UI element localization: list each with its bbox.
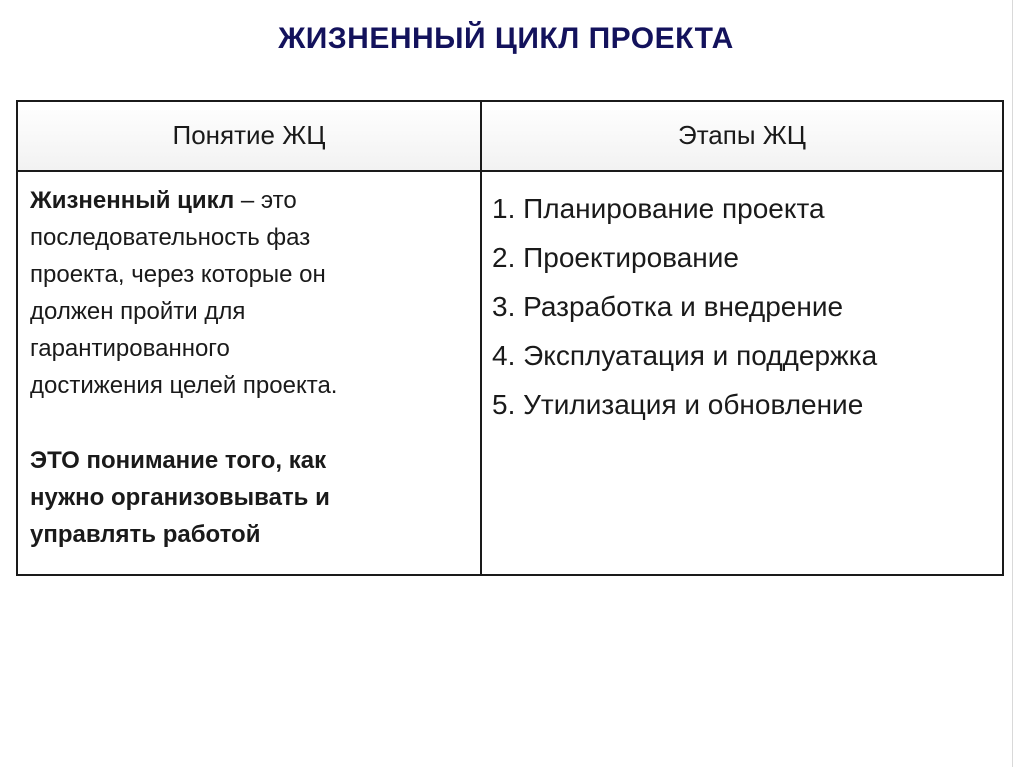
definition-cell xyxy=(17,171,481,575)
stage-item: 5. Утилизация и обновление xyxy=(492,389,864,420)
definition-note-line: нужно организовывать и xyxy=(30,484,330,511)
header-stages: Этапы ЖЦ xyxy=(481,101,1003,171)
stage-item: 2. Проектирование xyxy=(492,242,739,273)
stage-item: 4. Эксплуатация и поддержка xyxy=(492,340,878,371)
definition-line: последовательность фаз xyxy=(30,224,311,251)
stage-item: 1. Планирование проекта xyxy=(492,193,825,224)
slide-edge xyxy=(1012,0,1013,767)
definition-term: Жизненный цикл xyxy=(30,187,235,214)
stages-cell xyxy=(481,171,1003,575)
table-body-row xyxy=(17,171,1003,575)
table-header-row xyxy=(17,101,1003,171)
definition-note xyxy=(30,442,472,553)
header-concept: Понятие ЖЦ xyxy=(17,101,481,171)
definition-line xyxy=(30,182,472,219)
lifecycle-table xyxy=(16,100,1004,576)
definition-text: – это xyxy=(234,187,297,214)
slide-title: ЖИЗНЕННЫЙ ЦИКЛ ПРОЕКТА xyxy=(278,22,734,55)
stage-item: 3. Разработка и внедрение xyxy=(492,291,844,322)
definition-line: достижения целей проекта. xyxy=(30,372,338,399)
definition-note-line: управлять работой xyxy=(30,521,261,548)
definition-line: проекта, через которые он xyxy=(30,261,326,288)
definition-line: должен пройти для xyxy=(30,298,246,325)
definition-note-line: ЭТО понимание того, как xyxy=(30,447,327,474)
definition-line: гарантированного xyxy=(30,335,230,362)
